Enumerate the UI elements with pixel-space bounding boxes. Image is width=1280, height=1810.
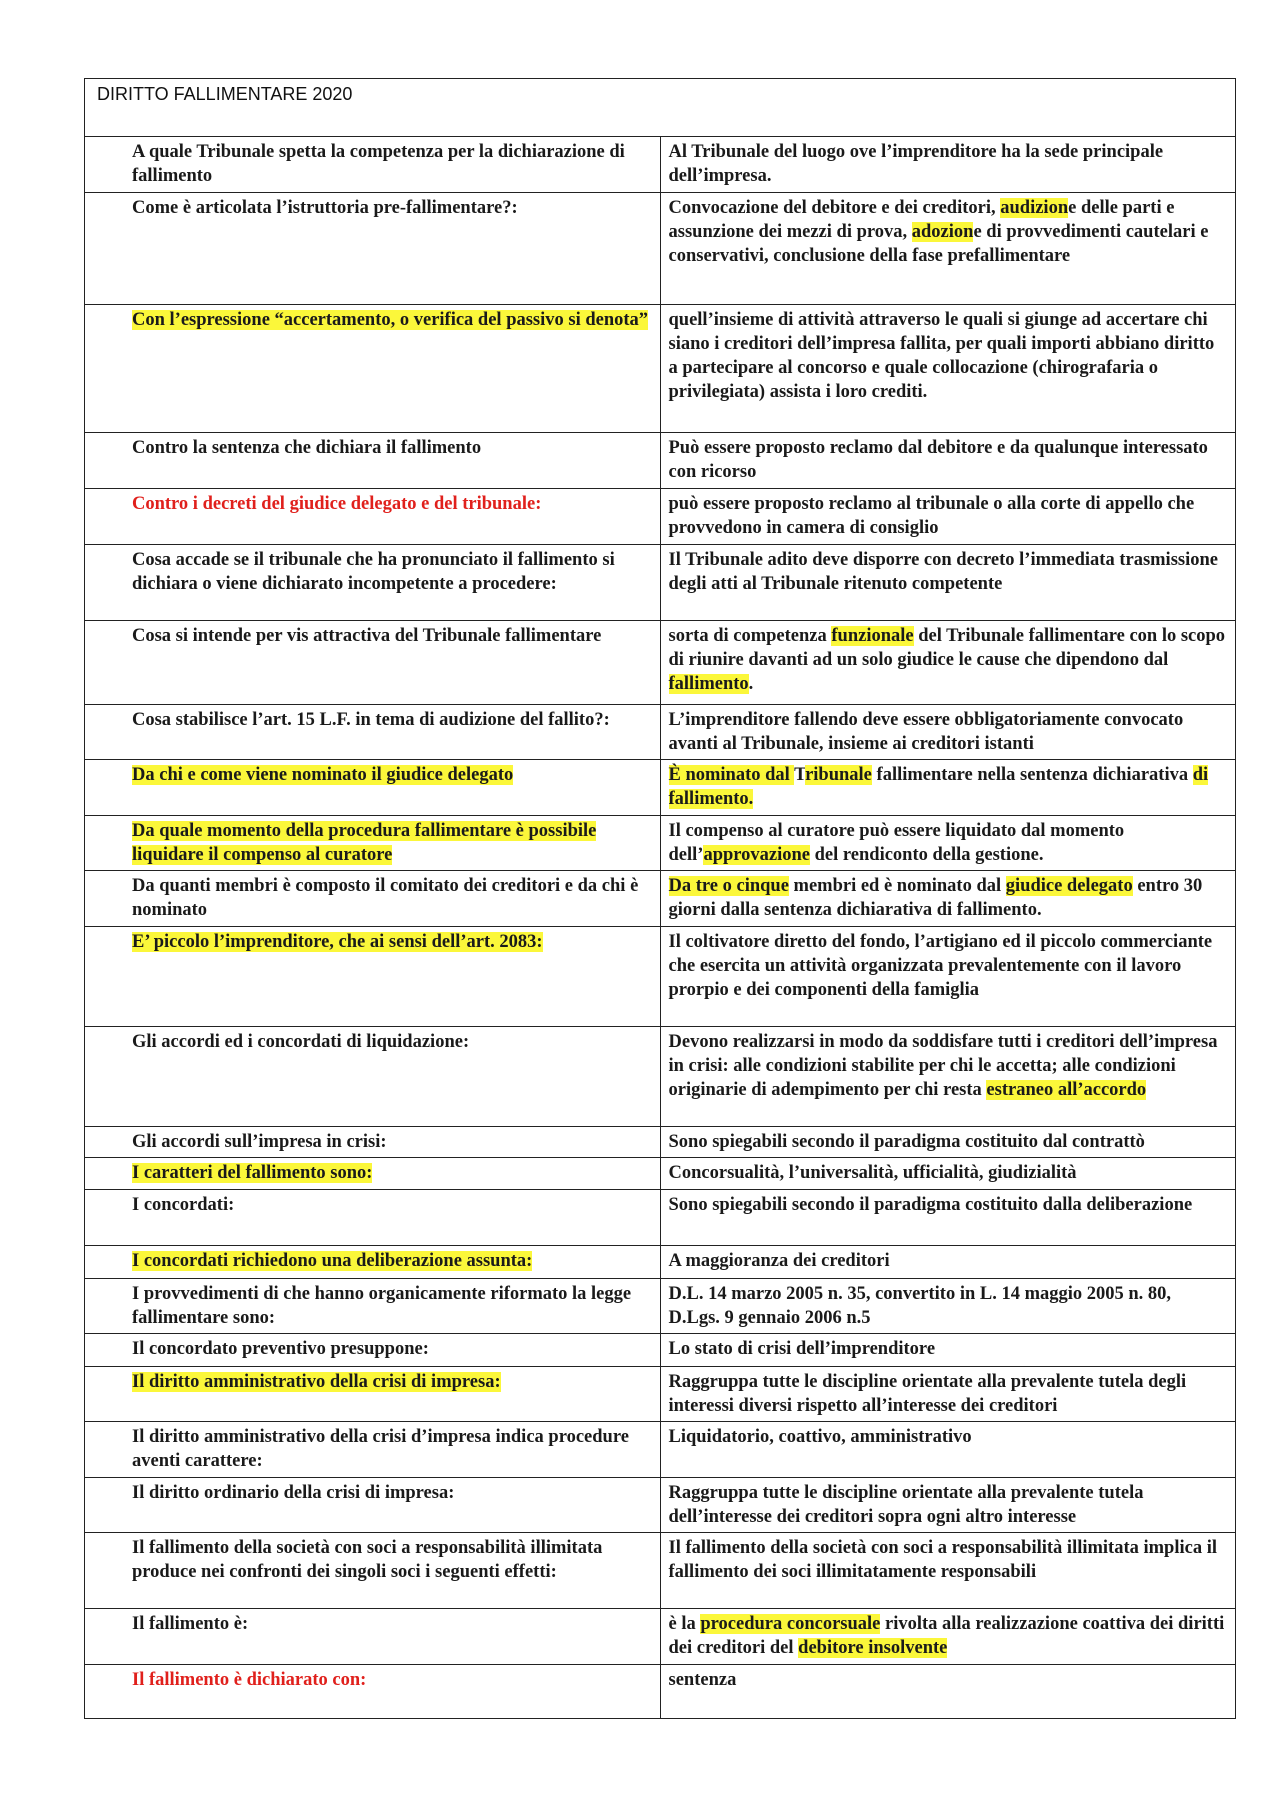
table-row xyxy=(85,1421,1235,1477)
answer-cell xyxy=(660,1532,1235,1608)
question-text: Cosa si intende per vis attractiva del Tribunale fallimentare xyxy=(132,625,602,646)
table-row xyxy=(85,1126,1235,1157)
answer-cell xyxy=(660,544,1235,620)
table-row xyxy=(85,1278,1235,1333)
answer-text: fallimento xyxy=(668,673,749,694)
answer-cell xyxy=(660,815,1235,870)
answer-text: Liquidatorio, coattivo, amministrativo xyxy=(668,1426,972,1447)
question-text: I provvedimenti di che hanno organicamente riformato la legge fallimentare sono: xyxy=(132,1283,632,1328)
table-row xyxy=(85,544,1235,620)
answer-text: Il coltivatore diretto del fondo, l’artigiano ed il piccolo commerciante che esercita un attività organizzata prevalentemente con il lavoro prorpio e dei componenti della famiglia xyxy=(668,931,1213,1000)
answer-text: è la xyxy=(668,1613,701,1634)
question-cell xyxy=(85,432,660,488)
question-cell xyxy=(85,1366,660,1421)
answer-cell xyxy=(660,1126,1235,1157)
answer-text: Al Tribunale del luogo ove l’imprenditore ha la sede principale dell’impresa. xyxy=(668,142,1164,186)
question-cell xyxy=(85,926,660,1026)
table-row xyxy=(85,1664,1235,1718)
answer-text: Sono spiegabili secondo il paradigma costituito dal contrattò xyxy=(668,1131,1145,1152)
question-cell xyxy=(85,1421,660,1477)
answer-text: Convocazione del debitore e dei creditori, xyxy=(668,197,1001,218)
answer-text: Può essere proposto reclamo dal debitore e da qualunque interessato con ricorso xyxy=(668,437,1208,482)
question-cell xyxy=(85,1333,660,1366)
answer-text: Lo stato di crisi dell’imprenditore xyxy=(668,1338,936,1359)
answer-cell xyxy=(660,704,1235,759)
answer-cell xyxy=(660,137,1235,192)
question-cell xyxy=(85,1532,660,1608)
answer-cell xyxy=(660,620,1235,704)
answer-text: approvazione xyxy=(703,844,811,865)
answer-text: Il compenso al curatore può essere liquidato dal momento dell’ xyxy=(668,820,1125,865)
question-cell xyxy=(85,1477,660,1532)
qa-table xyxy=(85,137,1235,1718)
answer-text: Raggruppa tutte le discipline orientate alla prevalente tutela dell’interesse dei creditori sopra ogni altro interesse xyxy=(668,1482,1144,1527)
question-cell xyxy=(85,488,660,544)
answer-text: membri ed è nominato dal xyxy=(788,875,1006,896)
answer-text: L’imprenditore fallendo deve essere obbligatoriamente convocato avanti al Tribunale, insieme ai creditori istanti xyxy=(668,709,1184,754)
answer-text: A maggioranza dei creditori xyxy=(668,1250,890,1271)
answer-cell xyxy=(660,1026,1235,1126)
answer-cell xyxy=(660,1421,1235,1477)
question-text: E’ piccolo l’imprenditore, che ai sensi dell’art. 2083: xyxy=(132,931,543,952)
question-cell xyxy=(85,1664,660,1718)
question-cell xyxy=(85,620,660,704)
question-cell xyxy=(85,704,660,759)
table-row xyxy=(85,1026,1235,1126)
question-text: Contro i decreti del giudice delegato e del tribunale: xyxy=(132,493,542,514)
question-cell xyxy=(85,544,660,620)
table-row xyxy=(85,1157,1235,1189)
answer-text: può essere proposto reclamo al tribunale o alla corte di appello che provvedono in camera di consiglio xyxy=(668,493,1195,538)
table-row xyxy=(85,1608,1235,1664)
question-cell xyxy=(85,1608,660,1664)
table-row xyxy=(85,1245,1235,1278)
answer-text: estraneo all’accordo xyxy=(986,1079,1147,1100)
answer-text: D.L. 14 marzo 2005 n. 35, convertito in L. 14 maggio 2005 n. 80, D.Lgs. 9 gennaio 2006 n.5 xyxy=(668,1283,1172,1328)
question-cell xyxy=(85,870,660,926)
answer-cell xyxy=(660,192,1235,304)
question-cell xyxy=(85,1189,660,1245)
table-row xyxy=(85,432,1235,488)
question-text: Con l’espressione “accertamento, o verifica del passivo si denota” xyxy=(132,309,649,330)
table-row xyxy=(85,815,1235,870)
question-cell xyxy=(85,1245,660,1278)
question-cell xyxy=(85,815,660,870)
answer-text: Concorsualità, l’universalità, ufficialità, giudizialità xyxy=(668,1162,1077,1183)
answer-text: funzionale xyxy=(831,625,914,646)
table-row xyxy=(85,926,1235,1026)
question-cell xyxy=(85,137,660,192)
answer-cell xyxy=(660,870,1235,926)
answer-text: . xyxy=(748,673,754,694)
answer-text: sentenza xyxy=(668,1669,737,1690)
question-text: Il diritto ordinario della crisi di impresa: xyxy=(132,1482,455,1503)
answer-cell xyxy=(660,1157,1235,1189)
table-row xyxy=(85,137,1235,192)
table-row xyxy=(85,1333,1235,1366)
question-text: Gli accordi ed i concordati di liquidazione: xyxy=(132,1031,470,1052)
answer-text: Raggruppa tutte le discipline orientate alla prevalente tutela degli interessi diversi rispetto all’interesse dei creditori xyxy=(668,1371,1187,1416)
question-text: I concordati richiedono una deliberazione assunta: xyxy=(132,1250,533,1271)
answer-cell xyxy=(660,304,1235,432)
question-text: Il fallimento è dichiarato con: xyxy=(132,1669,367,1690)
table-row xyxy=(85,759,1235,815)
answer-text: Devono realizzarsi in modo da soddisfare tutti i creditori dell’impresa in crisi: alle condizioni stabilite per chi le accetta; alle condizioni originarie di adempimento per chi resta xyxy=(668,1031,1218,1100)
answer-text: procedura concorsuale xyxy=(700,1613,881,1634)
question-text: A quale Tribunale spetta la competenza per la dichiarazione di fallimento xyxy=(132,142,625,186)
question-text: I caratteri del fallimento sono: xyxy=(132,1162,373,1183)
answer-text: Da tre o cinque xyxy=(668,875,789,896)
question-text: Cosa accade se il tribunale che ha pronunciato il fallimento si dichiara o viene dichiarato incompetente a procedere: xyxy=(132,549,615,594)
table-row xyxy=(85,704,1235,759)
question-text: Il fallimento della società con soci a responsabilità illimitata produce nei confronti dei singoli soci i seguenti effetti: xyxy=(132,1537,603,1582)
answer-cell xyxy=(660,1664,1235,1718)
answer-cell xyxy=(660,1366,1235,1421)
answer-text: entro 30 giorni dalla sentenza dichiarativa di fallimento. xyxy=(668,875,1203,920)
answer-text: rivolta alla realizzazione coattiva dei diritti dei creditori del xyxy=(668,1613,1225,1658)
answer-text: di fallimento. xyxy=(668,764,1209,809)
table-row xyxy=(85,870,1235,926)
table-row xyxy=(85,1189,1235,1245)
table-row xyxy=(85,1477,1235,1532)
question-cell xyxy=(85,304,660,432)
answer-text: T xyxy=(794,764,806,785)
answer-text: del rendiconto della gestione. xyxy=(810,844,1044,865)
answer-cell xyxy=(660,1245,1235,1278)
answer-cell xyxy=(660,1608,1235,1664)
answer-text: È nominato dal xyxy=(668,764,795,785)
answer-text: adozion xyxy=(911,221,974,242)
question-text: Contro la sentenza che dichiara il fallimento xyxy=(132,437,482,458)
answer-text: audizion xyxy=(1000,197,1069,218)
answer-cell xyxy=(660,1477,1235,1532)
question-text: Da quanti membri è composto il comitato dei creditori e da chi è nominato xyxy=(132,875,639,920)
answer-cell xyxy=(660,432,1235,488)
answer-text: giudice delegato xyxy=(1005,875,1133,896)
question-cell xyxy=(85,759,660,815)
answer-text: ribunale xyxy=(805,764,872,785)
answer-text: debitore insolvente xyxy=(798,1637,948,1658)
question-text: Da chi e come viene nominato il giudice delegato xyxy=(132,764,514,785)
answer-text: e delle parti e assunzione dei mezzi di prova, xyxy=(668,197,1175,242)
answer-text: Il fallimento della società con soci a responsabilità illimitata implica il fallimento dei soci illimitatamente responsabili xyxy=(668,1537,1217,1582)
table-row xyxy=(85,620,1235,704)
answer-cell xyxy=(660,1333,1235,1366)
answer-cell xyxy=(660,1278,1235,1333)
answer-cell xyxy=(660,1189,1235,1245)
answer-text: fallimentare nella sentenza dichiarativa xyxy=(871,764,1193,785)
table-row xyxy=(85,1366,1235,1421)
table-row xyxy=(85,304,1235,432)
table-row xyxy=(85,192,1235,304)
answer-cell xyxy=(660,926,1235,1026)
question-cell xyxy=(85,1278,660,1333)
question-text: Cosa stabilisce l’art. 15 L.F. in tema di audizione del fallito?: xyxy=(132,709,610,730)
answer-cell xyxy=(660,488,1235,544)
question-text: Il diritto amministrativo della crisi d’impresa indica procedure aventi carattere: xyxy=(132,1426,629,1471)
table-row xyxy=(85,1532,1235,1608)
question-text: I concordati: xyxy=(132,1194,235,1215)
question-text: Gli accordi sull’impresa in crisi: xyxy=(132,1131,387,1152)
question-text: Il diritto amministrativo della crisi di impresa: xyxy=(132,1371,501,1392)
question-text: Il concordato preventivo presuppone: xyxy=(132,1338,429,1359)
answer-cell xyxy=(660,759,1235,815)
question-text: Il fallimento è: xyxy=(132,1613,249,1634)
question-cell xyxy=(85,1026,660,1126)
question-text: Da quale momento della procedura fallimentare è possibile liquidare il compenso al curatore xyxy=(132,820,597,865)
question-cell xyxy=(85,1157,660,1189)
question-cell xyxy=(85,1126,660,1157)
document-table xyxy=(84,78,1236,1719)
document-title: DIRITTO FALLIMENTARE 2020 xyxy=(85,79,1235,137)
question-text: Come è articolata l’istruttoria pre-fallimentare?: xyxy=(132,197,518,218)
answer-text: Sono spiegabili secondo il paradigma costituito dalla deliberazione xyxy=(668,1194,1193,1215)
answer-text: del Tribunale fallimentare con lo scopo di riunire davanti ad un solo giudice le cause che dipendono dal xyxy=(668,625,1226,670)
question-cell xyxy=(85,192,660,304)
answer-text: quell’insieme di attività attraverso le quali si giunge ad accertare chi siano i creditori dell’impresa fallita, per quali importi abbiano diritto a partecipare al concorso e quale collocazione (chirografaria o privilegiata) assista i loro crediti. xyxy=(668,309,1215,402)
answer-text: Il Tribunale adito deve disporre con decreto l’immediata trasmissione degli atti al Tribunale ritenuto competente xyxy=(668,549,1218,594)
answer-text: sorta di competenza xyxy=(668,625,832,646)
answer-text: e di provvedimenti cautelari e conservativi, conclusione della fase prefallimentare xyxy=(668,221,1209,266)
table-row xyxy=(85,488,1235,544)
